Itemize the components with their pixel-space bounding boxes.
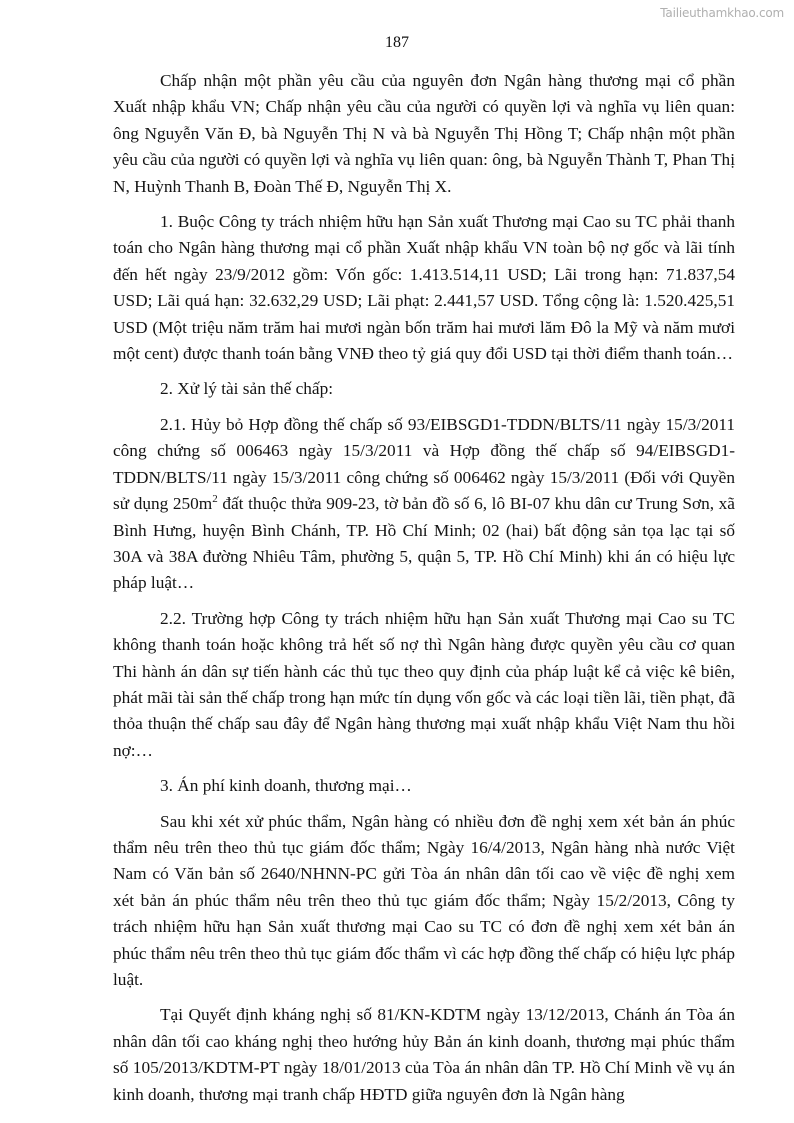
document-body	[113, 68, 735, 1117]
paragraph-item-2-collateral: 2. Xử lý tài sản thế chấp:	[160, 379, 334, 399]
superscript: 2	[212, 493, 218, 506]
paragraph-judgment-acceptance: Chấp nhận một phần yêu cầu của nguyên đơn Ngân hàng thương mại cổ phần Xuất nhập khẩu VN; Chấp nhận yêu cầu của người có quyền lợi và nghĩa vụ liên quan: ông Nguyễn Văn Đ, bà Nguyễn Thị N và bà Nguyễn Thị Hồng T; Chấp nhận một phần yêu cầu của người có quyền lợi và nghĩa vụ liên quan: ông, bà Nguyễn Thành T, Phan Thị N, Huỳnh Thanh B, Đoàn Thế Đ, Nguyễn Thị X.	[113, 71, 735, 196]
watermark: Tailieuthamkhao.com	[660, 6, 784, 20]
page-number: 187	[385, 34, 409, 51]
paragraph-item-3-court-fee: 3. Án phí kinh doanh, thương mại…	[160, 776, 412, 796]
paragraph-item-2-2-enforcement: 2.2. Trường hợp Công ty trách nhiệm hữu hạn Sản xuất Thương mại Cao su TC không thanh toán hoặc không trả hết số nợ thì Ngân hàng được quyền yêu cầu cơ quan Thi hành án dân sự tiến hành các thủ tục theo quy định của pháp luật kể cả việc kê biên, phát mãi tài sản thế chấp trong hạn mức tín dụng vốn gốc và các loại tiền lãi, tiền phạt, đã thỏa thuận thế chấp sau đây để Ngân hàng thương mại xuất nhập khẩu Việt Nam thu hồi nợ:…	[113, 608, 735, 760]
paragraph-item-2-1-cancel-contracts	[113, 412, 735, 597]
paragraph-text: 2.1. Hủy bỏ Hợp đồng thế chấp số 93/EIBSGD1-TDDN/BLTS/11 ngày 15/3/2011 công chứng số 006463 ngày 15/3/2011 và Hợp đồng thế chấp số 94/EIBSGD1-TDDN/BLTS/11 ngày 15/3/2011 công chứng số 006462 ngày 15/3/2011 (Đối với Quyền sử dụng 250m	[113, 414, 735, 514]
paragraph-protest-decision: Tại Quyết định kháng nghị số 81/KN-KDTM ngày 13/12/2013, Chánh án Tòa án nhân dân tối cao kháng nghị theo hướng hủy Bản án kinh doanh, thương mại phúc thẩm số 105/2013/KDTM-PT ngày 18/01/2013 của Tòa án nhân dân TP. Hồ Chí Minh về vụ án kinh doanh, thương mại tranh chấp HĐTD giữa nguyên đơn là Ngân hàng	[113, 1005, 735, 1104]
paragraph-text: đất thuộc thửa 909-23, tờ bản đồ số 6, lô BI-07 khu dân cư Trung Sơn, xã Bình Hưng, huyện Bình Chánh, TP. Hồ Chí Minh; 02 (hai) bất động sản tọa lạc tại số 30A và 38A đường Nhiêu Tâm, phường 5, quận 5, TP. Hồ Chí Minh) khi án có hiệu lực pháp luật…	[113, 494, 735, 593]
paragraph-cassation-requests: Sau khi xét xử phúc thẩm, Ngân hàng có nhiều đơn đề nghị xem xét bản án phúc thẩm nêu trên theo thủ tục giám đốc thẩm; Ngày 16/4/2013, Ngân hàng nhà nước Việt Nam có Văn bản số 2640/NHNN-PC gửi Tòa án nhân dân tối cao về việc đề nghị xem xét bản án phúc thẩm nêu trên theo thủ tục giám đốc thẩm; Ngày 15/2/2013, Công ty trách nhiệm hữu hạn Sản xuất thương mại Cao su TC có đơn đề nghị xem xét bản án phúc thẩm nêu trên theo thủ tục giám đốc thẩm vì các hợp đồng thế chấp có hiệu lực pháp luật.	[113, 811, 735, 989]
paragraph-item-1-payment: 1. Buộc Công ty trách nhiệm hữu hạn Sản xuất Thương mại Cao su TC phải thanh toán cho Ngân hàng thương mại cổ phần Xuất nhập khẩu VN toàn bộ nợ gốc và lãi tính đến hết ngày 23/9/2012 gồm: Vốn gốc: 1.413.514,11 USD; Lãi trong hạn: 71.837,54 USD; Lãi quá hạn: 32.632,29 USD; Lãi phạt: 2.441,57 USD. Tổng cộng là: 1.520.425,51 USD (Một triệu năm trăm hai mươi ngàn bốn trăm hai mươi lăm Đô la Mỹ và năm mươi một cent) được thanh toán bằng VNĐ theo tỷ giá quy đổi USD tại thời điểm thanh toán…	[113, 212, 735, 364]
